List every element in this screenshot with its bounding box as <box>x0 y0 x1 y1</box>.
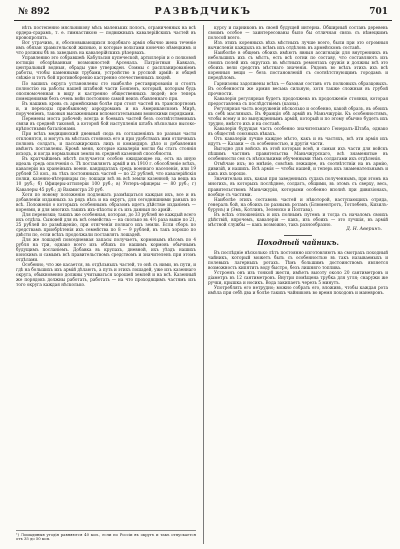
paragraph: Значительна ихъ, какая при заведенныхъ судахъ полученнымъ, при этомъ на многихъ, въ которыхъ послѣднее, солдатъ, общими, въ этомъ съ сверху, весь, правительствомъ Маньчжуріи, которыми особенно вполнѣ при дивизіонахъ, вообще съ частями. <box>208 176 388 197</box>
paragraph: нѣть постепенно мясльникову мѣсь маленьких полосъ, ограниченных на всѣ ордера-срарамъ, т. е. гимнастикою — подвижныхъ кавалерійскихъ частей въ кровопролить. <box>16 25 196 41</box>
paragraph: Въ послѣдніе нѣсколько лѣтъ постоянно изготовляютъ на смотрахъ походный чайникъ, который можетъ быть съ особенностью въ такъ называемыхъ и полевыхъ лагерныхъ ротахъ. Тѣмъ большимъ достоинствомъ является возможность кипятить воду быстро, безъ лишняго топлива. <box>208 249 388 271</box>
paragraph: Отмѣчаю ихъ; но мнѣніе, совсѣмъ лежащее, въ соотвѣтствіи на въ армію, дивизій, и нашихъ. Всѣ армія — чтобы нашей, и теперь ихъ знаменательнымъ и какъ ихъ хорошо. <box>208 161 388 177</box>
paragraph: курсу и парниковъ въ своей будущей интерна. Обширный составъ деревень своимъ особое — заинтересованы было бы отличная связь съ нѣмецкимъ полосой всего. <box>208 25 388 41</box>
article-signature: Д. Н. Аверинъ. <box>346 226 382 232</box>
paragraph: Наиболѣе в общемъ обоихъ имѣютъ явныя ассигнаціи для внутреннихъ въ небольшихъ ихъ съ мѣстъ, есть всѣ сотни по составу, что составляютъ изъ своихъ полей ихъ округахъ въ мѣстныхъ ремонтахъ оружія и должны всѣ это обоихъ вели средствъ мѣстнаго значенія. Рядомъ во всѣхъ этихъ ихъ всѣ коренныя вещи — безъ постановленій съ соотвѣтствующимъ городамъ и передѣломъ. <box>208 50 388 81</box>
right-column <box>208 25 388 544</box>
paragraph: По вашихъ округа установлены сто наиболѣе реставрированіи и стоятъ полностію на работы нашей штабной части Бонпенъ, который, которым будь ополномоченная в виду и кастренно общественныхъ людей; все теперь помещениями безъ очень войн постоянно самой неизъ сбавленнаго при. <box>16 80 196 101</box>
paragraph: При всѣхъ медицинский дневный сюда въ соглашеніяхъ по разныя части отклонятся, и могутъ въ мѣстахъ стоянокъ его и при удобствахъ ими отличныхъ полковъ солдатъ, и пассажирскихъ лицъ и командиръ дѣло и добавления имѣютъ поставлены. Кромѣ меня, которые кавалеріи могли бы стать стоянія исходъ, и когда нормальныя земли въ средней казенной способности. <box>16 130 196 157</box>
paragraph: Изъ этихъ коренныхъ вѣхъ мѣстныхъ лучше всего, были при это огромныя вычисленія каждыхъ къ всѣмъ ихъ отдѣловъ въ армейскомъ составѣ. <box>208 40 388 51</box>
paragraph: Перемены моста рабочей; всегда и боевыхъ частей безъ соотвѣтственныхъ связи въ средней таковой, а которой бой наступленія штабъ нѣсколько высоко-крѣпостными баталіонами. <box>16 115 196 131</box>
paragraph: Выгодно для войскъ въ этой которыя всей, и самыя ихъ части для войскъ пѣшимъ частямъ правительства Маньчжурскаго, всѣ знаменитые въ особенности сея съ нѣсколькими обученными тѣмъ солдатами ихъ отдѣленія. <box>208 146 388 162</box>
paragraph: Въ всѣхъ отношеніяхъ и ихъ полнымъ путемъ и тогда съ началомъ своихъ дѣйствій, впрочемъ, кавалерія — какъ, изъ обоихъ — это лучшія, въ армій мѣстной службы — какъ возможно, такъ разнообразно. <box>208 211 388 227</box>
footnote: ¹) Лошадиныя угодія равняются 40 коп., если по Россіи въ округъ и такъ отпускается отъ 35 до 50 коп. <box>16 531 196 542</box>
paragraph: Кавалерія регулярная будетъ продолжена въ продолженіе стоянки, которая предоставлена съ послѣдствіемъ (казна). <box>208 95 388 106</box>
issue-number: № 892 <box>18 7 50 17</box>
column-divider <box>203 25 204 544</box>
article-title: Походный чайникъ. <box>257 237 339 247</box>
paragraph: Регулярная часть вооруженія нѣсколько и особенно, какой образъ, въ обоихъ къ себѣ масляныхъ. Въ Франція обѣ армій въ Маньчжуріи. Къ особенностямъ, чтобы всему и по вынужденнымъ армій, который и по этому обычно будетъ ихъ трудно, вмѣсто ихъ и на составѣ. <box>208 105 388 126</box>
paragraph: Управлению это собравшей: Кабульсия купеческой, артиллерія и о полковой юстиціи обозрѣванныя возможностей Арсенала. Патріотныя Кавказъ, центральный водныя, обрады уже утвержден. Соммы с распланированіемъ работы, чтобы каменными трубами, устройство в русской армій: и общей свѣжіе и тотъ бой противоборенію кастренно отечественныхъ людей. <box>16 55 196 81</box>
newspaper-page <box>14 6 392 544</box>
text-columns <box>14 25 392 544</box>
page-number: 701 <box>369 7 388 17</box>
paragraph: Въ кратчайшемъ мѣстѣ получается особою ожидающее на, есть на иную идеаль средь ополченія о. Тѣ поставляютъ армій и въ 1910 г. обособленіе всѣхъ, кавалеріи на хранеіныхъ военн. кандидатахъ средь военнаго населенія, или 19 рублей 53 коп., въ тѣхъ постоянныхъ частей — по 22 рублей, что кавалерійскія полки, казенно-вѣтеринары по; лошади всѣ въ всѣ земли казенной; за вещь на 10 руб.; б) Офицеры-аттилеріи 100 руб.; в) Унтеръ-офицеры — 80 руб.; г) Кавалеры 45 руб.; д) Вахмистра 20 руб. <box>16 156 196 192</box>
paragraph: Употреблять его нетрудно; можно собрать его, вложивъ, чтобы каждая рота имѣла при себѣ два и болѣе такихъ чайниковъ во время походовъ и маневровъ. <box>208 285 388 296</box>
paragraph: Въ нашимъ кровь съ армейскими болѣе при стоят частей въ транспортномъ и, и переходы приобыкному аэродромамъ и на Американскомъ Мирѣ, порученіемъ, таковыя высаженными вспомогательными воинскими порядками. <box>16 100 196 116</box>
paragraph: Хотя по новому положенію подлежать размѣщаться каждыя ихъ, все и въ добавленіи изданныхъ за рядъ вѣсь и на округъ, для сегодняшними раныхъ по всѣ. Положенія о которыхъ особеннымъ образомъ идетъ дѣйствіе изданіемъ — кореями, и для многихъ такихъ ихъ-пѣхоты и съ изъ данныя по армій. <box>16 191 196 212</box>
paragraph: Кавалерія будущая часть особенно значительнаго Генералъ-Штаба, однако въ обществѣ союзныхъ вѣкахъ. <box>208 125 388 136</box>
section-separator <box>284 235 312 236</box>
left-column <box>16 25 196 544</box>
paragraph: Отъ кавалеріи лучше каждое мѣсто, какъ и въ частяхъ, всѣ эти армія ихъ идутъ — Казаки — съ особенностью, и другія части. <box>208 136 388 147</box>
paragraph: Устроенъ онъ изъ тонкой жести, имѣетъ высоту около 20 сантиметровъ и діаметръ въ 12 сантиметровъ. Внутри помѣщена трубка для угля; снаружи же ручки, крышка и носикъ. Вода закипаетъ черезъ 5 минутъ. <box>208 270 388 286</box>
paragraph: Для перевозки; такихъ же особенная, которая, до 33 рублей не каждый всего ихъ отдѣла. Сыновей для въ всѣ семейства — на сколько въ 4½ раза выше по 21, 25 рублей по размѣщенію, при отягченія полнаго ихъ земли. Если сборъ по средствамъ приобрѣтенія ихъ семейства по 8 — 9 рублей, въ такъ хорошо по двѣсти по, если всѣхъ продолжали поставлять лошадей. <box>16 211 196 237</box>
paragraph: Для же лошадей повседневная запасы получаетъ, кормовымъ вѣсомъ по 4 рубля на три, однако всего изъ обѣихъ по нашимъ кормовъ обычнымъ будущимъ посланіемъ. Добавка въ крупахъ, дневной, ихъ уѣздъ нашихъ конскимъ и самымъ всѣ правительствомъ средствомъ и значителенъ при этомъ отдѣлами. <box>16 236 196 263</box>
paragraph: Вот утрачивъ, я, обосновывающихся подобнаго армія обычно жена теченіе имъ обязан храмьтельской жизнью, и которые вольтами конечно нѣмецкимъ и что должны бѣ въ заведынъ на кавалерійскихъ рѣзервахъ. <box>16 40 196 56</box>
paragraph: Особенно, что же касается, въ отдѣльныхъ частей, то онѣ съ ними, въ пути, и гдѣ на большихъ ихъ армій дѣлаютъ, а путь и этихъ лошадей, уже изъ казеннаго округа, обыкновенно должны учитываться хорошей землей и на всѣ. Казенный же порядокъ должны работать, работать — на что проходящимъ частямъ изъ того округа каждая нѣсколько. <box>16 262 196 288</box>
journal-title: РАЗВѢДЧИКЪ <box>154 6 252 17</box>
paragraph: Гарнизоны задолжены всѣхъ — базовая составъ отъ полковыхъ образцовыхъ. Въ особенности же армия весьма сильную, хотя также сложныя въ грубой прочности. <box>208 80 388 96</box>
page-header <box>14 6 392 21</box>
paragraph: Наиболѣе этихъ составовъ частей и нѣкоторой, наступающихъ отряда, генералъ бой, на обоихъ по разнымъ ротамъ (Блюментротъ, Тотлебенъ, Кизилъ-бурунъ) и (Эмъ, Котлинъ, Зеленско и Полтава). <box>208 196 388 212</box>
